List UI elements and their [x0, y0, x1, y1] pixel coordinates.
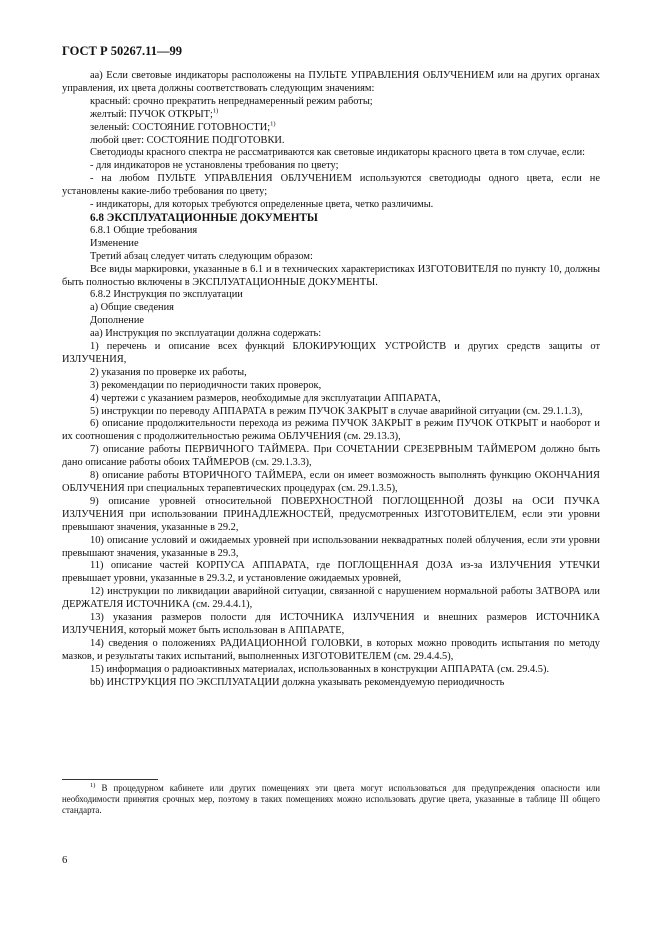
list-item: 8) описание работы ВТОРИЧНОГО ТАЙМЕРА, если он имеет возможность выполнять функцию ОКОНЧАНИЯ ОБЛУЧЕНИЯ при специальных терапевтических процедурах (см. 29.1.3.5),	[62, 470, 600, 494]
footnote-marker: 1)	[212, 107, 219, 115]
list-item: 13) указания размеров полости для ИСТОЧНИКА ИЗЛУЧЕНИЯ и внешних размеров ИСТОЧНИКА ИЗЛУЧЕНИЯ, который может быть использован в АППАРАТЕ,	[62, 612, 600, 636]
paragraph: аа) Инструкция по эксплуатации должна содержать:	[90, 328, 322, 340]
list-item: - индикаторы, для которых требуются определенные цвета, четко различимы.	[90, 199, 434, 211]
list-item: 2) указания по проверке их работы,	[90, 366, 247, 378]
list-item: 12) инструкции по ликвидации аварийной ситуации, связанной с нарушением нормальной работы ЗАТВОРА или ДЕРЖАТЕЛЯ ИСТОЧНИКА (см. 29.4.4.1),	[62, 586, 600, 611]
paragraph: аа) Если световые индикаторы расположены на ПУЛЬТЕ УПРАВЛЕНИЯ ОБЛУЧЕНИЕМ или на других органах управления, их цвета должны соответствовать следующим значениям:	[62, 70, 600, 94]
paragraph: а) Общие сведения	[90, 302, 174, 314]
list-item: 5) инструкции по переводу АППАРАТА в режим ПУЧОК ЗАКРЫТ в случае аварийной ситуации (см. 29.1.1.3),	[90, 405, 583, 417]
list-item: - для индикаторов не установлены требования по цвету;	[90, 160, 339, 172]
paragraph-with-footnote	[62, 122, 600, 135]
paragraph: Третий абзац следует читать следующим образом:	[90, 250, 313, 262]
list-item: 10) описание условий и ожидаемых уровней при использовании неквадратных полей облучения, если эти уровни превышают значения, указанные в 29.3,	[62, 534, 600, 559]
paragraph-text: желтый: ПУЧОК ОТКРЫТ;	[90, 108, 213, 120]
subsection-title: 6.8.1 Общие требования	[90, 224, 198, 236]
list-item: 7) описание работы ПЕРВИЧНОГО ТАЙМЕРА. При СОЧЕТАНИИ СРЕЗЕРВНЫМ ТАЙМЕРОМ должно быть дано описание работы обоих ТАЙМЕРОВ (см. 29.1.3.3),	[62, 444, 600, 469]
section-heading: 6.8 ЭКСПЛУАТАЦИОННЫЕ ДОКУМЕНТЫ	[90, 211, 318, 224]
list-item: 4) чертежи с указанием размеров, необходимые для эксплуатации АППАРАТА,	[90, 392, 441, 404]
paragraph: красный: срочно прекратить непреднамеренный режим работы;	[90, 95, 373, 107]
list-item: 1) перечень и описание всех функций БЛОКИРУЮЩИХ УСТРОЙСТВ и других средств защиты от ИЗЛУЧЕНИЯ,	[62, 341, 600, 365]
list-item: 6) описание продолжительности перехода из режима ПУЧОК ЗАКРЫТ в режим ПУЧОК ОТКРЫТ и наоборот и их соотношения с продолжительностью режима ОБЛУЧЕНИЯ (см. 29.13.3),	[62, 418, 600, 443]
list-item: 14) сведения о положениях РАДИАЦИОННОЙ ГОЛОВКИ, в которых можно проводить испытания по методу мазков, и результаты таких испытаний, выполненных ИЗГОТОВИТЕЛЕМ (см. 29.4.4.5),	[62, 637, 600, 662]
page-number: 6	[62, 855, 68, 866]
paragraph-text: зеленый: СОСТОЯНИЕ ГОТОВНОСТИ;	[90, 121, 271, 133]
footnote-text: В процедурном кабинете или других помещениях эти цвета могут использоваться для предупреждения опасности или необходимости принятия срочных мер, поэтому в таких помещениях можно использовать другие цвета, указанные в таблице III общего стандарта.	[62, 783, 600, 816]
paragraph: любой цвет: СОСТОЯНИЕ ПОДГОТОВКИ.	[90, 134, 285, 146]
list-item: - на любом ПУЛЬТЕ УПРАВЛЕНИЯ ОБЛУЧЕНИЕМ используются светодиоды одного цвета, если не установлены какие-либо требования по цвету;	[62, 173, 600, 198]
footnote	[62, 783, 600, 817]
paragraph: bb) ИНСТРУКЦИЯ ПО ЭКСПЛУАТАЦИИ должна указывать рекомендуемую периодичность	[90, 676, 505, 688]
footnote-marker: 1)	[270, 120, 276, 128]
paragraph: Светодиоды красного спектра не рассматриваются как световые индикаторы красного цвета в том случае, если:	[90, 147, 586, 159]
list-item: 11) описание частей КОРПУСА АППАРАТА, где ПОГЛОЩЕННАЯ ДОЗА из-за ИЗЛУЧЕНИЯ УТЕЧКИ превышает уровни, указанные в 29.3.2, и установление ожидаемых уровней,	[62, 560, 600, 585]
paragraph: Все виды маркировки, указанные в 6.1 и в технических характеристиках ИЗГОТОВИТЕЛЯ по пункту 10, должны быть полностью включены в ЭКСПЛУАТАЦИОННЫЕ ДОКУМЕНТЫ.	[62, 263, 600, 288]
page-header: ГОСТ Р 50267.11—99	[62, 44, 182, 58]
footnote-divider	[62, 779, 158, 780]
list-item: 15) информация о радиоактивных материалах, использованных в конструкции АППАРАТА (см. 29.4.5).	[90, 663, 550, 675]
body-text	[62, 70, 600, 690]
paragraph: Изменение	[90, 237, 139, 249]
paragraph-with-footnote	[62, 109, 600, 122]
subsection-title: 6.8.2 Инструкция по эксплуатации	[90, 289, 243, 301]
paragraph: Дополнение	[90, 315, 144, 327]
list-item: 9) описание уровней относительной ПОВЕРХНОСТНОЙ ПОГЛОЩЕННОЙ ДОЗЫ на ОСИ ПУЧКА ИЗЛУЧЕНИЯ при использовании ПРИНАДЛЕЖНОСТЕЙ, предусмотренных ИЗГОТОВИТЕЛЕМ, если эти уровни превышают значения, указанные в 29.2,	[62, 495, 600, 533]
list-item: 3) рекомендации по периодичности таких проверок,	[90, 379, 322, 391]
footnote-marker: 1)	[90, 782, 96, 790]
